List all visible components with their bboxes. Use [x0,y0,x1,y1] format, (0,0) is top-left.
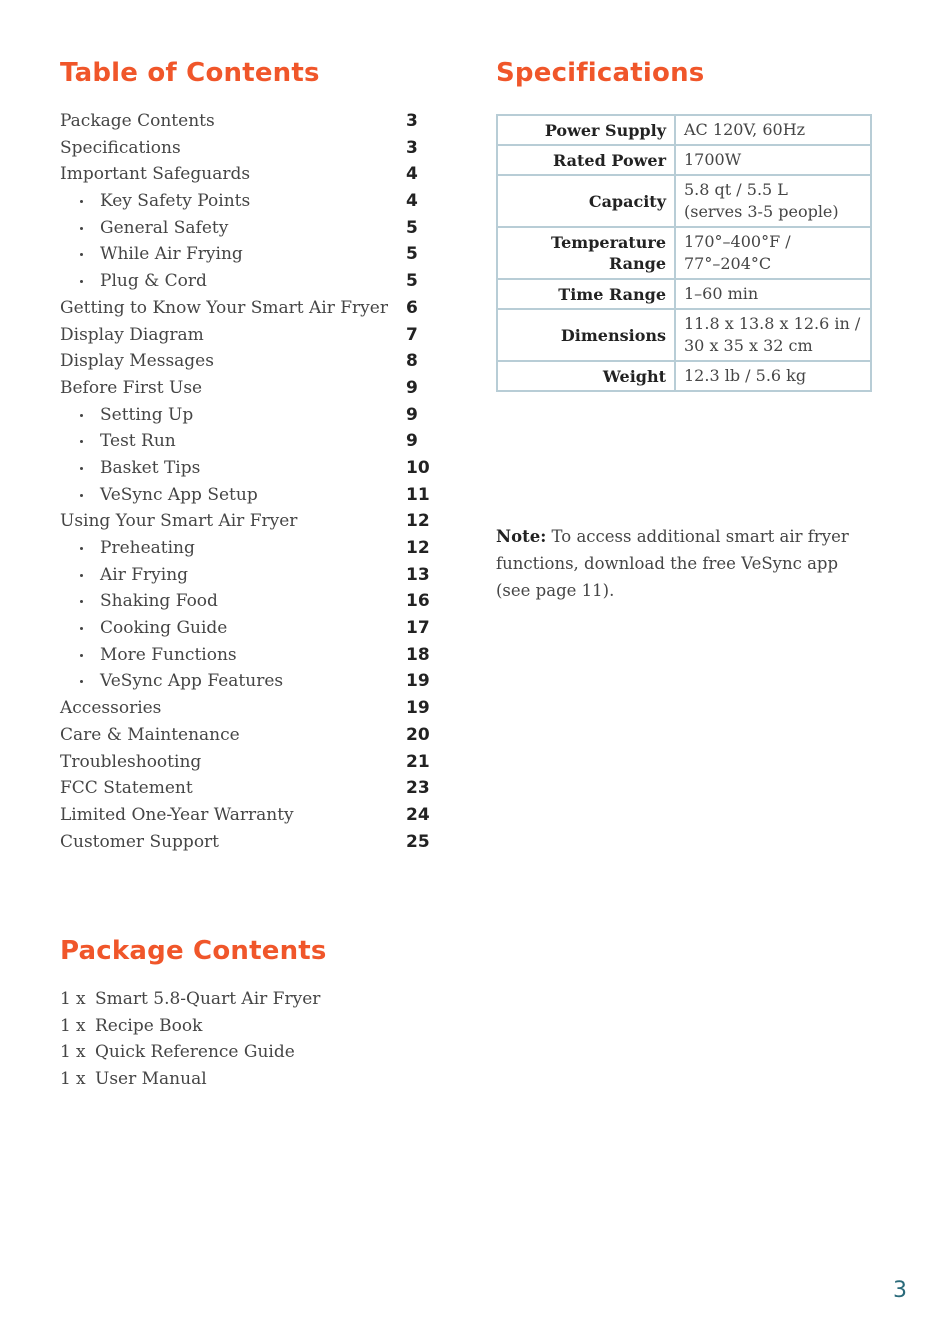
toc-entry-label: While Air Frying [100,244,243,265]
toc-entry-label: Setting Up [100,404,194,425]
package-item-times: x [76,1069,86,1090]
toc-entry[interactable] [60,749,430,776]
toc-entry-page: 13 [406,564,430,585]
package-item [60,986,320,1013]
toc-entry-label: Basket Tips [100,457,201,478]
specifications-table [496,114,872,392]
package-item-qty: 1 [60,1042,71,1063]
spec-value: AC 120V, 60Hz [675,115,871,145]
toc-entry-page: 5 [406,244,418,265]
toc-entry[interactable] [60,241,430,268]
spec-value: 12.3 lb / 5.6 kg [675,361,871,391]
toc-entry-label: FCC Statement [60,778,193,799]
spec-value: 1700W [675,145,871,175]
spec-row [497,175,871,227]
spec-row [497,115,871,145]
toc-entry[interactable] [60,108,430,135]
package-item-times: x [76,1042,86,1063]
toc-entry-page: 21 [406,751,430,772]
toc-entry-page: 10 [406,457,430,478]
bullet-icon [80,467,83,470]
toc-entry-label: Display Messages [60,351,214,372]
toc-entry-page: 12 [406,511,430,532]
spec-row [497,309,871,361]
toc-entry-page: 3 [406,137,418,158]
toc-entry-page: 9 [406,377,418,398]
toc-entry[interactable] [60,455,430,482]
toc-title: Table of Contents [60,58,320,88]
package-item-name: Smart 5.8-Quart Air Fryer [95,989,321,1009]
toc-entry-page: 9 [406,404,418,425]
spec-label: Rated Power [497,145,675,175]
bullet-icon [80,680,83,683]
bullet-icon [80,253,83,256]
toc-entry-page: 5 [406,217,418,238]
toc-entry[interactable] [60,135,430,162]
toc-entry[interactable] [60,215,430,242]
spec-row [497,227,871,279]
bullet-icon [80,547,83,550]
toc-entry-page: 7 [406,324,418,345]
package-item [60,1039,320,1066]
spec-row [497,361,871,391]
toc-entry-label: VeSync App Features [100,671,284,692]
bullet-icon [80,414,83,417]
note-label: Note: [496,527,547,546]
toc-entry-page: 6 [406,297,418,318]
toc-entry-label: Cooking Guide [100,618,228,639]
toc-entry[interactable] [60,642,430,669]
toc-entry-label: Plug & Cord [100,271,207,292]
package-item-times: x [76,1015,86,1036]
bullet-icon [80,227,83,230]
spec-label: Dimensions [497,309,675,361]
toc-entry-label: More Functions [100,644,237,665]
toc-entry[interactable] [60,802,430,829]
package-item-qty: 1 [60,989,71,1009]
toc-entry-page: 4 [406,191,418,212]
toc-entry[interactable] [60,562,430,589]
toc-entry-label: Before First Use [60,377,203,398]
toc-entry[interactable] [60,615,430,642]
toc-entry-page: 25 [406,831,430,852]
toc-entry-page: 19 [406,698,430,719]
package-contents-list [60,986,320,1093]
toc-entry[interactable] [60,482,430,509]
toc-entry-page: 17 [406,618,430,639]
spec-value: 170°–400°F / 77°–204°C [675,227,871,279]
toc-entry[interactable] [60,722,430,749]
spec-value: 5.8 qt / 5.5 L (serves 3-5 people) [675,175,871,227]
bullet-icon [80,574,83,577]
spec-label: Time Range [497,279,675,309]
toc-entry[interactable] [60,668,430,695]
spec-value: 1–60 min [675,279,871,309]
bullet-icon [80,200,83,203]
toc-entry[interactable] [60,428,430,455]
toc-entry-page: 23 [406,778,430,799]
package-item-qty: 1 [60,1015,71,1036]
toc-entry[interactable] [60,161,430,188]
toc-entry-label: VeSync App Setup [100,484,258,505]
bullet-icon [80,627,83,630]
toc-entry[interactable] [60,375,430,402]
package-item-name: Quick Reference Guide [95,1042,295,1063]
toc-entry-label: Care & Maintenance [60,724,240,745]
toc-entry-label: Getting to Know Your Smart Air Fryer [60,297,388,318]
toc-entry[interactable] [60,588,430,615]
toc-entry-page: 12 [406,538,430,558]
toc-entry-label: Customer Support [60,831,220,852]
toc-entry-label: Display Diagram [60,324,204,345]
toc-entry[interactable] [60,188,430,215]
toc-entry-page: 20 [406,724,430,745]
toc-entry[interactable] [60,695,430,722]
toc-entry-label: Using Your Smart Air Fryer [60,511,298,532]
package-item-name: User Manual [95,1069,207,1090]
package-item-qty: 1 [60,1069,71,1090]
toc-entry[interactable] [60,535,430,562]
package-item [60,1013,320,1040]
bullet-icon [80,494,83,497]
toc-entry-label: Limited One-Year Warranty [60,804,294,825]
bullet-icon [80,280,83,283]
toc-entry-page: 19 [406,671,430,692]
toc-entry-label: Shaking Food [100,591,218,612]
toc-entry-label: Test Run [100,431,176,452]
toc-entry-label: Preheating [100,538,195,558]
toc-entry-label: Specifications [60,137,181,158]
toc-entry-label: General Safety [100,217,229,238]
toc-entry[interactable] [60,348,430,375]
spec-label: Capacity [497,175,675,227]
toc-entry-page: 24 [406,804,430,825]
toc-entry-page: 4 [406,164,418,185]
toc-entry[interactable] [60,508,430,535]
spec-label: Weight [497,361,675,391]
spec-label: Power Supply [497,115,675,145]
toc-entry-label: Troubleshooting [60,751,202,772]
package-item [60,1066,320,1093]
spec-row [497,279,871,309]
bullet-icon [80,654,83,657]
toc-entry[interactable] [60,402,430,429]
toc-entry-page: 18 [406,644,430,665]
toc-entry-page: 9 [406,431,418,452]
toc-entry-page: 3 [406,111,418,131]
toc-entry[interactable] [60,322,430,349]
toc-entry-label: Important Safeguards [60,164,251,185]
note-paragraph [496,523,856,604]
package-item-times: x [76,989,86,1009]
toc-entry[interactable] [60,295,430,322]
bullet-icon [80,600,83,603]
toc-entry[interactable] [60,268,430,295]
page-number: 3 [893,1278,907,1303]
specifications-title: Specifications [496,58,705,88]
toc-entry-page: 16 [406,591,430,612]
toc-entry-label: Air Frying [100,564,189,585]
toc-entry-label: Key Safety Points [100,191,251,212]
package-item-name: Recipe Book [95,1015,203,1036]
note-text: To access additional smart air fryer functions, download the free VeSync app (see page 11). [496,527,849,600]
toc-entry-label: Accessories [60,698,162,719]
spec-label: Temperature Range [497,227,675,279]
table-of-contents [60,108,430,855]
toc-entry[interactable] [60,829,430,856]
package-contents-title: Package Contents [60,936,327,966]
toc-entry-label: Package Contents [60,111,215,131]
toc-entry-page: 11 [406,484,430,505]
toc-entry-page: 5 [406,271,418,292]
toc-entry-page: 8 [406,351,418,372]
bullet-icon [80,440,83,443]
toc-entry[interactable] [60,775,430,802]
spec-value: 11.8 x 13.8 x 12.6 in / 30 x 35 x 32 cm [675,309,871,361]
spec-row [497,145,871,175]
